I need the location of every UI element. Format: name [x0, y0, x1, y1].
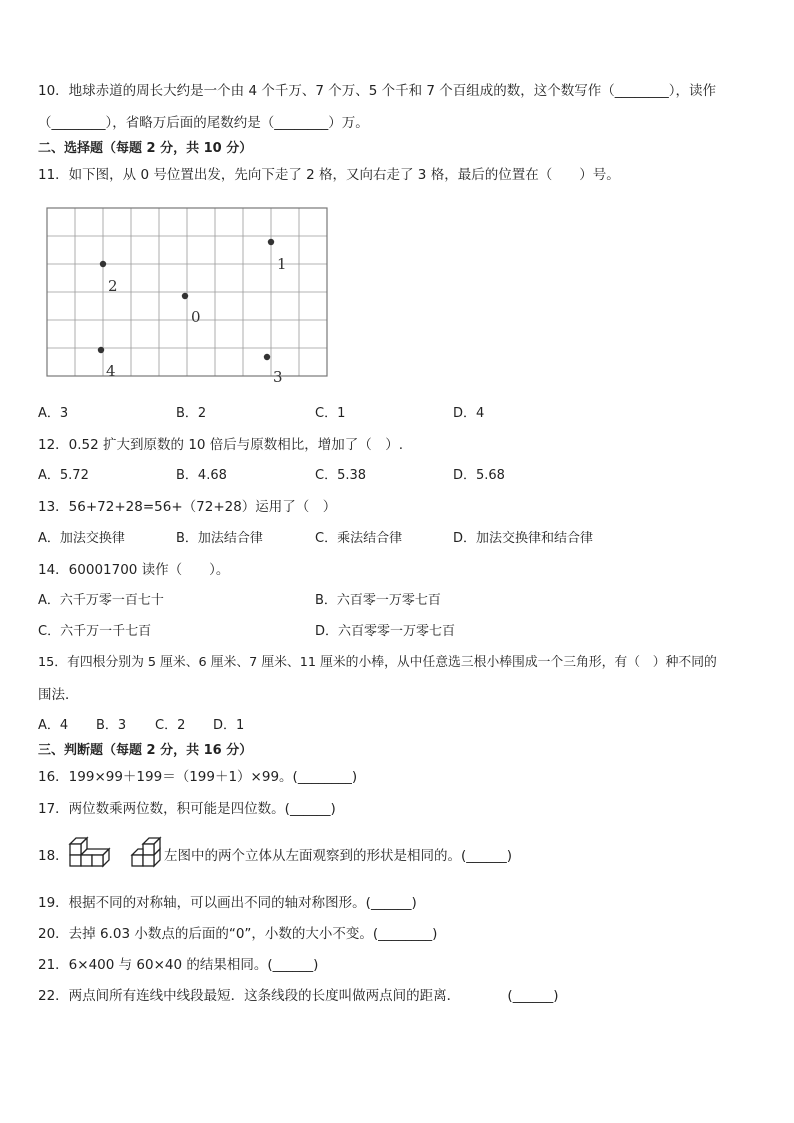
- q13-text: 13．56+72+28=56+（72+28）运用了（ ）: [38, 499, 337, 515]
- q12-option-b: B．4.68: [176, 468, 227, 483]
- q10-line2: （________），省略万后面的尾数约是（________）万。: [38, 115, 369, 131]
- q18-cubes-right-icon: [129, 836, 165, 876]
- q15-option-c: C．2: [155, 718, 186, 733]
- section2-heading: 二、选择题（每题 2 分，共 10 分）: [38, 141, 253, 156]
- q14-option-c: C．六千万一千七百: [38, 624, 152, 639]
- q17-text: 17．两位数乘两位数，积可能是四位数。(______): [38, 801, 336, 817]
- q11-label-1: 1: [277, 255, 287, 273]
- q14-option-b: B．六百零一万零七百: [315, 593, 441, 608]
- q11-point-4: [98, 347, 104, 353]
- q15-line2: 围法．: [38, 687, 79, 703]
- q14-option-a: A．六千万零一百七十: [38, 593, 164, 608]
- q13-option-d: D．加法交换律和结合律: [453, 531, 594, 546]
- q11-option-a: A．3: [38, 406, 69, 421]
- q15-option-d: D．1: [213, 718, 245, 733]
- section3-heading: 三、判断题（每题 2 分，共 16 分）: [38, 743, 253, 758]
- q11-label-4: 4: [106, 362, 116, 380]
- q13-option-a: A．加法交换律: [38, 531, 125, 546]
- q18-solid-left: [67, 836, 111, 880]
- q18-number: 18．: [38, 848, 69, 864]
- q18-solid-right: [129, 836, 165, 880]
- q11-option-c: C．1: [315, 406, 346, 421]
- q11-point-1: [268, 239, 274, 245]
- q15-option-b: B．3: [96, 718, 127, 733]
- q11-label-0: 0: [191, 308, 201, 326]
- q11-point-0: [182, 293, 188, 299]
- q20-text: 20．去掉 6.03 小数点的后面的“0”，小数的大小不变。(________): [38, 926, 438, 942]
- q19-text: 19．根据不同的对称轴，可以画出不同的轴对称图形。(______): [38, 895, 417, 911]
- q11-point-2: [100, 261, 106, 267]
- q12-text: 12．0.52 扩大到原数的 10 倍后与原数相比，增加了（ ）.: [38, 437, 404, 453]
- q11-grid-svg: [42, 205, 330, 385]
- q11-label-2: 2: [108, 277, 118, 295]
- q12-option-a: A．5.72: [38, 468, 89, 483]
- q11-grid-figure: [42, 205, 330, 385]
- q15-option-a: A．4: [38, 718, 69, 733]
- q11-point-3: [264, 354, 270, 360]
- q11-text: 11．如下图，从 0 号位置出发，先向下走了 2 格，又向右走了 3 格，最后的位置在（ ）号。: [38, 167, 620, 183]
- q12-option-c: C．5.38: [315, 468, 367, 483]
- q11-label-3: 3: [273, 368, 283, 385]
- q14-text: 14．60001700 读作（ ）。: [38, 562, 230, 578]
- q12-option-d: D．5.68: [453, 468, 505, 483]
- q13-option-c: C．乘法结合律: [315, 531, 403, 546]
- q14-option-d: D．六百零零一万零七百: [315, 624, 456, 639]
- q11-grid-lines: [47, 208, 327, 376]
- q13-option-b: B．加法结合律: [176, 531, 263, 546]
- q11-option-b: B．2: [176, 406, 207, 421]
- q16-text: 16．199×99＋199＝（199＋1）×99。(________): [38, 769, 358, 785]
- q22-text: 22．两点间所有连线中线段最短．这条线段的长度叫做两点间的距离． (______): [38, 988, 559, 1004]
- q18-cubes-left-icon: [67, 836, 111, 876]
- q15-line1: 15．有四根分别为 5 厘米、6 厘米、7 厘米、11 厘米的小棒，从中任意选三根小棒围成一个三角形，有（ ）种不同的: [38, 655, 717, 670]
- q11-option-d: D．4: [453, 406, 485, 421]
- q18-text: 左图中的两个立体从左面观察到的形状是相同的。(______): [164, 848, 513, 864]
- q10-line1: 10．地球赤道的周长大约是一个由 4 个千万、7 个万、5 个千和 7 个百组成的数，这个数写作（________），读作: [38, 83, 717, 99]
- q21-text: 21．6×400 与 60×40 的结果相同。(______): [38, 957, 319, 973]
